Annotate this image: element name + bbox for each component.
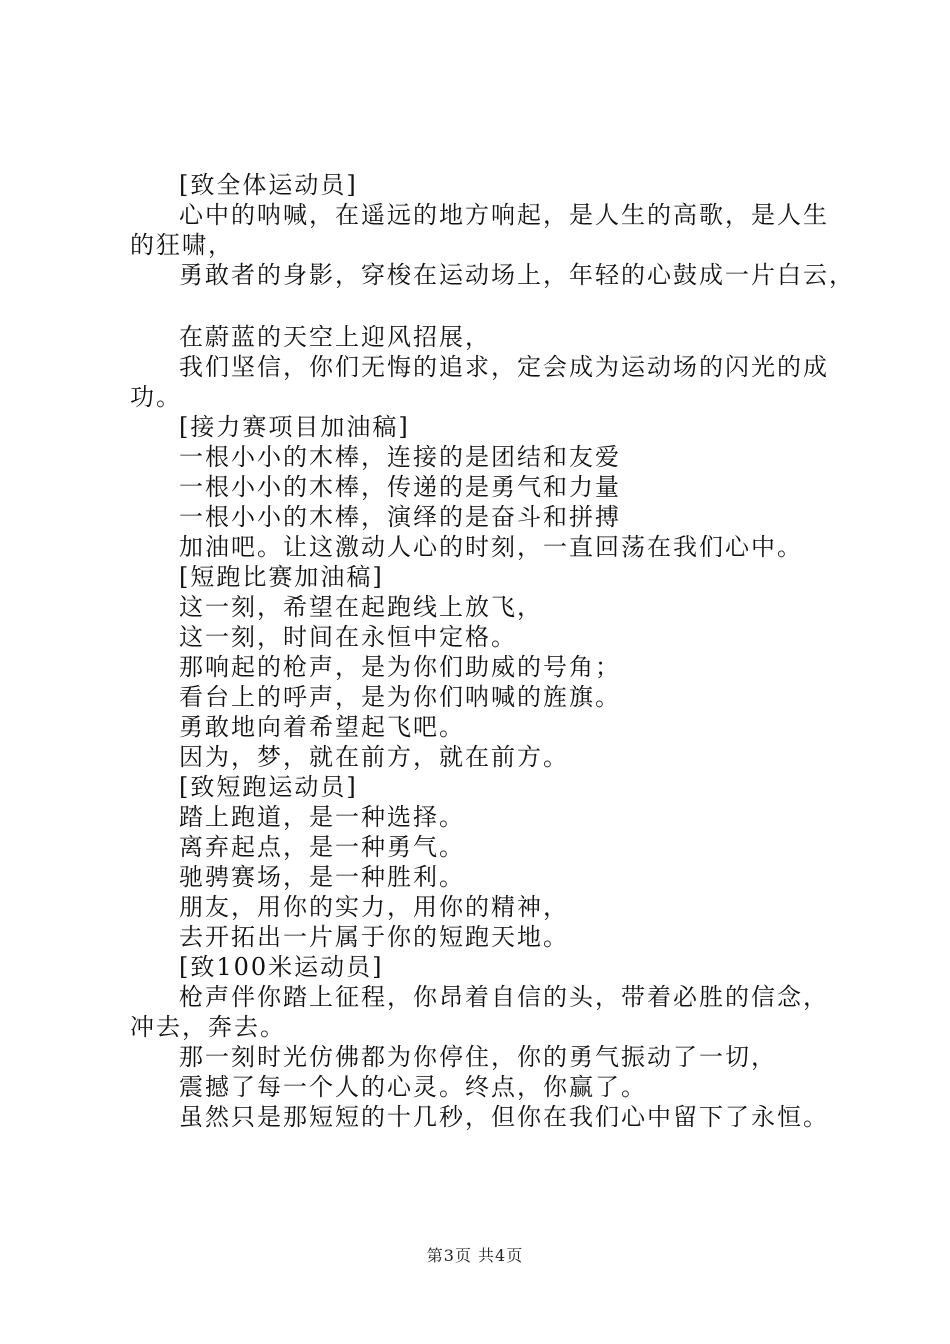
- section-heading: [致100米运动员]: [179, 953, 384, 981]
- paragraph-line: 枪声伴你踏上征程，你昂着自信的头，带着必胜的信念，冲去，奔去。: [130, 983, 829, 1041]
- paragraph-line: 这一刻，希望在起跑线上放飞，: [179, 593, 543, 621]
- paragraph-line: 驰骋赛场，是一种胜利。: [179, 863, 465, 891]
- paragraph-line: 心中的呐喊，在遥远的地方响起，是人生的高歌，是人生的狂啸，: [130, 201, 829, 259]
- paragraph-line: 震撼了每一个人的心灵。终点，你赢了。: [179, 1073, 647, 1101]
- paragraph-line: 这一刻，时间在永恒中定格。: [179, 623, 517, 651]
- blank-line: [130, 290, 830, 322]
- section-heading: [接力赛项目加油稿]: [179, 413, 410, 441]
- section-heading: [致全体运动员]: [179, 171, 358, 199]
- section-heading: [短跑比赛加油稿]: [179, 563, 384, 591]
- paragraph-line: 加油吧。让这激动人心的时刻，一直回荡在我们心中。: [179, 533, 803, 561]
- paragraph-line: 去开拓出一片属于你的短跑天地。: [179, 923, 569, 951]
- paragraph-line: 勇敢地向着希望起飞吧。: [179, 713, 465, 741]
- paragraph-line: 一根小小的木棒，演绎的是奋斗和拼搏: [179, 503, 621, 531]
- paragraph-line: 因为，梦，就在前方，就在前方。: [179, 743, 569, 771]
- paragraph-line: 虽然只是那短短的十几秒，但你在我们心中留下了永恒。: [179, 1103, 829, 1131]
- paragraph-line: 一根小小的木棒，传递的是勇气和力量: [179, 473, 621, 501]
- paragraph-line: 在蔚蓝的天空上迎风招展，: [179, 323, 491, 351]
- paragraph-line: 一根小小的木棒，连接的是团结和友爱: [179, 443, 621, 471]
- paragraph-line: 离弃起点，是一种勇气。: [179, 833, 465, 861]
- paragraph-line: 踏上跑道，是一种选择。: [179, 803, 465, 831]
- paragraph-line: 我们坚信，你们无悔的追求，定会成为运动场的闪光的成功。: [130, 353, 829, 411]
- paragraph-line: 那一刻时光仿佛都为你停住，你的勇气振动了一切，: [179, 1043, 777, 1071]
- paragraph-line: 勇敢者的身影，穿梭在运动场上，年轻的心鼓成一片白云，: [179, 261, 855, 289]
- section-heading: [致短跑运动员]: [179, 773, 358, 801]
- page-number-footer: 第3页 共4页: [426, 1246, 524, 1265]
- paragraph-line: 看台上的呼声，是为你们呐喊的旌旗。: [179, 683, 621, 711]
- paragraph-line: 那响起的枪声，是为你们助威的号角；: [179, 653, 621, 681]
- paragraph-line: 朋友，用你的实力，用你的精神，: [179, 893, 569, 921]
- document-body: [130, 170, 855, 1132]
